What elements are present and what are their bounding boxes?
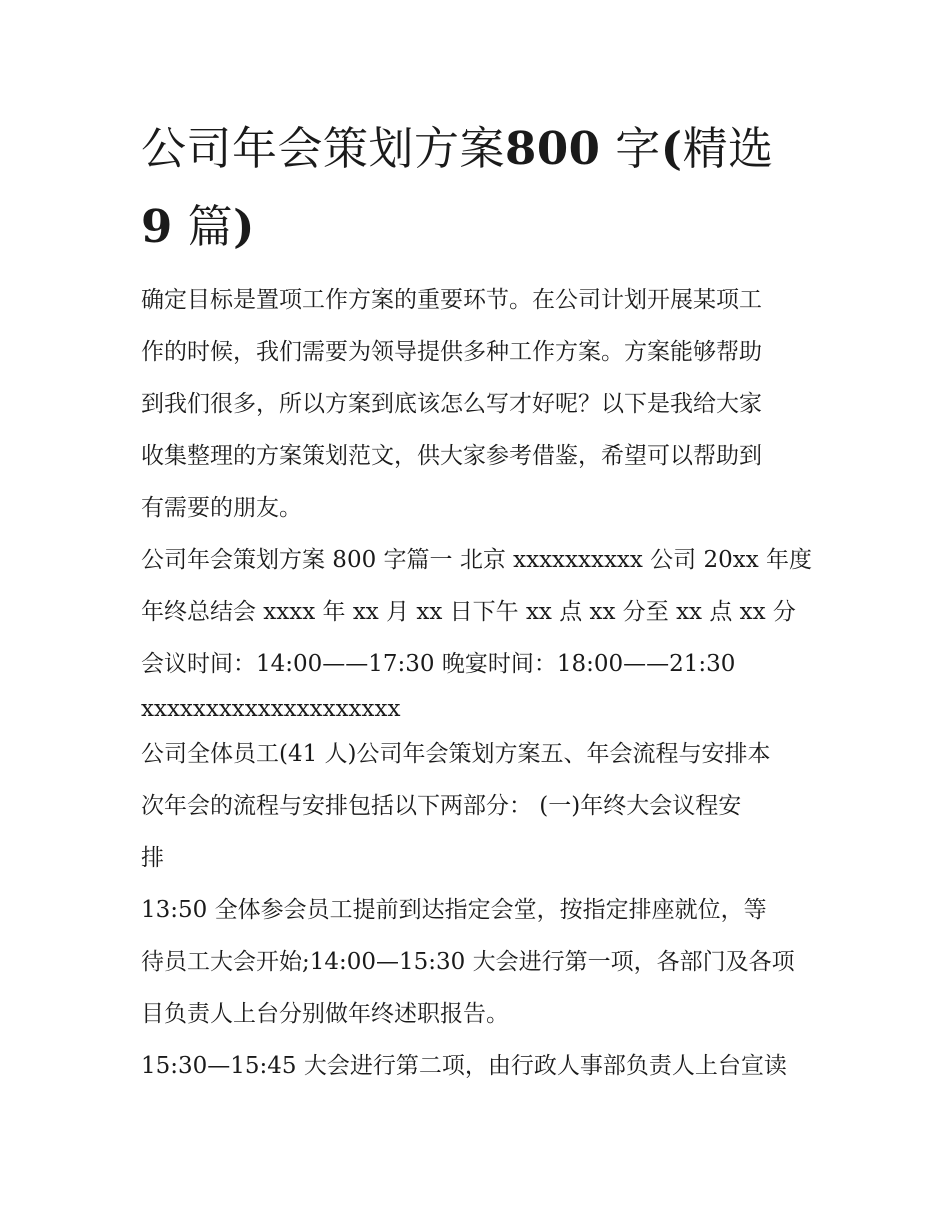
body-line: 作的时候，我们需要为领导提供多种工作方案。方案能够帮助 [141, 339, 762, 365]
body-line: xxxxxxxxxxxxxxxxxxxx [141, 696, 401, 722]
title-text: 篇 [187, 200, 234, 253]
document-title [141, 110, 813, 266]
title-text: 精选 [682, 122, 774, 175]
title-number: 9 [141, 200, 173, 253]
title-number: 800 [505, 122, 601, 175]
body-line: 15:30—15:45 大会进行第二项，由行政人事部负责人上台宣读 [141, 1053, 787, 1079]
body-line: 收集整理的方案策划范文，供大家参考借鉴，希望可以帮助到 [141, 443, 762, 469]
body-line: 会议时间：14:00——17:30 晚宴时间：18:00——21:30 [141, 651, 736, 677]
title-text: 字 [615, 122, 661, 175]
document-content [141, 110, 813, 1092]
body-line: 待员工大会开始;14:00—15:30 大会进行第一项，各部门及各项 [141, 949, 795, 975]
title-line-1 [141, 122, 774, 175]
body-line: 13:50 全体参会员工提前到达指定会堂，按指定排座就位，等 [141, 897, 767, 923]
body-line: 公司年会策划方案 800 字篇一 北京 xxxxxxxxxx 公司 20xx 年度 [141, 547, 812, 573]
body-line: 确定目标是置项工作方案的重要环节。在公司计划开展某项工 [141, 287, 762, 313]
title-spacing [141, 266, 813, 274]
body-line: 次年会的流程与安排包括以下两部分： (一)年终大会议程安 [141, 793, 742, 819]
body-line: 到我们很多，所以方案到底该怎么写才好呢？以下是我给大家 [141, 391, 762, 417]
body-line: 有需要的朋友。 [141, 495, 302, 521]
title-text: 公司年会策划方案 [141, 122, 506, 175]
title-paren: ) [233, 200, 255, 253]
title-paren: ( [660, 122, 683, 175]
body-line: 排 [141, 845, 164, 871]
title-line-2 [141, 200, 255, 253]
body-line: 年终总结会 xxxx 年 xx 月 xx 日下午 xx 点 xx 分至 xx 点 xx 分 [141, 599, 796, 625]
body-line: 公司全体员工(41 人)公司年会策划方案五、年会流程与安排本 [141, 741, 771, 767]
body-line: 目负责人上台分别做年终述职报告。 [141, 1001, 509, 1027]
